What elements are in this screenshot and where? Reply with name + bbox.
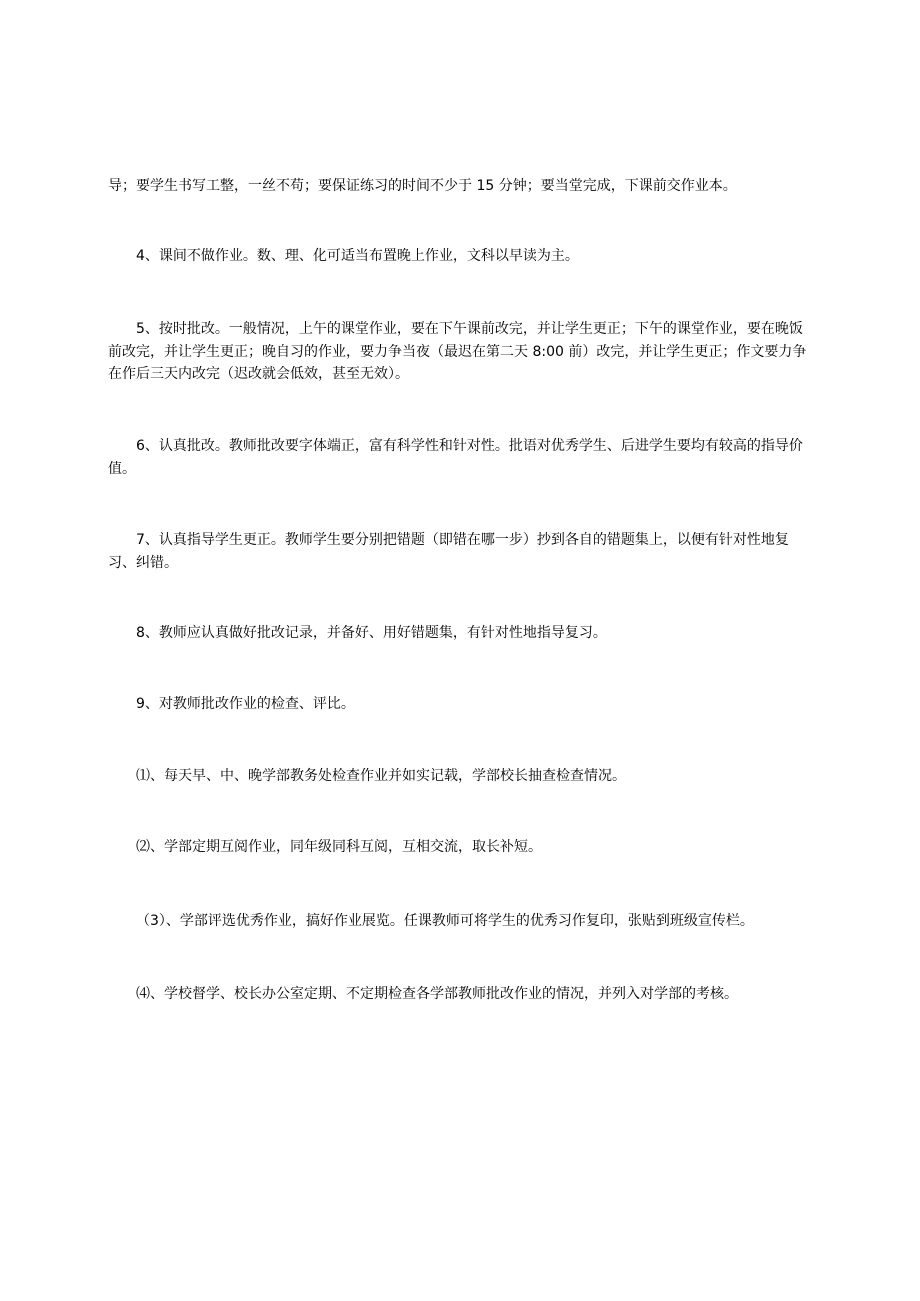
paragraph-item-5	[108, 318, 813, 386]
paragraph-item-9	[108, 693, 813, 716]
paragraph-subitem-2	[108, 836, 813, 859]
paragraph-item-8	[108, 622, 813, 645]
paragraph-subitem-3	[136, 910, 826, 933]
paragraph-text: 5、按时批改。一般情况，上午的课堂作业，要在下午课前改完，并让学生更正；下午的课堂作业，要在晚饭前改完，并让学生更正；晚自习的作业，要力争当夜（最迟在第二天 8:00 前）改完，并让学生更正；作文要力争在作后三天内改完（迟改就会低效，甚至无效）。	[108, 321, 807, 382]
paragraph-item-4	[108, 245, 813, 268]
paragraph-subitem-4	[108, 983, 813, 1006]
paragraph-text: 9、对教师批改作业的检查、评比。	[136, 696, 355, 712]
paragraph-text: ⑴、每天早、中、晚学部教务处检查作业并如实记载，学部校长抽查检查情况。	[136, 768, 626, 784]
paragraph-text: （3）、学部评选优秀作业，搞好作业展览。任课教师可将学生的优秀习作复印，张贴到班级宣传栏。	[136, 913, 754, 929]
paragraph-subitem-1	[108, 765, 813, 788]
paragraph-item-6	[108, 435, 813, 480]
paragraph-text: 8、教师应认真做好批改记录，并备好、用好错题集，有针对性地指导复习。	[136, 625, 607, 641]
paragraph-text: ⑷、学校督学、校长办公室定期、不定期检查各学部教师批改作业的情况，并列入对学部的考核。	[136, 986, 738, 1002]
paragraph-continuation	[108, 175, 813, 198]
paragraph-text: 4、课间不做作业。数、理、化可适当布置晚上作业，文科以早读为主。	[136, 248, 579, 264]
paragraph-text: 6、认真批改。教师批改要字体端正，富有科学性和针对性。批语对优秀学生、后进学生要均有较高的指导价值。	[108, 438, 803, 477]
paragraph-text: ⑵、学部定期互阅作业，同年级同科互阅，互相交流，取长补短。	[136, 839, 542, 855]
paragraph-text: 7、认真指导学生更正。教师学生要分别把错题（即错在哪一步）抄到各自的错题集上，以便有针对性地复习、纠错。	[108, 532, 789, 571]
paragraph-text: 导；要学生书写工整，一丝不苟；要保证练习的时间不少于 15 分钟；要当堂完成，下课前交作业本。	[108, 178, 737, 194]
paragraph-item-7	[108, 529, 813, 574]
